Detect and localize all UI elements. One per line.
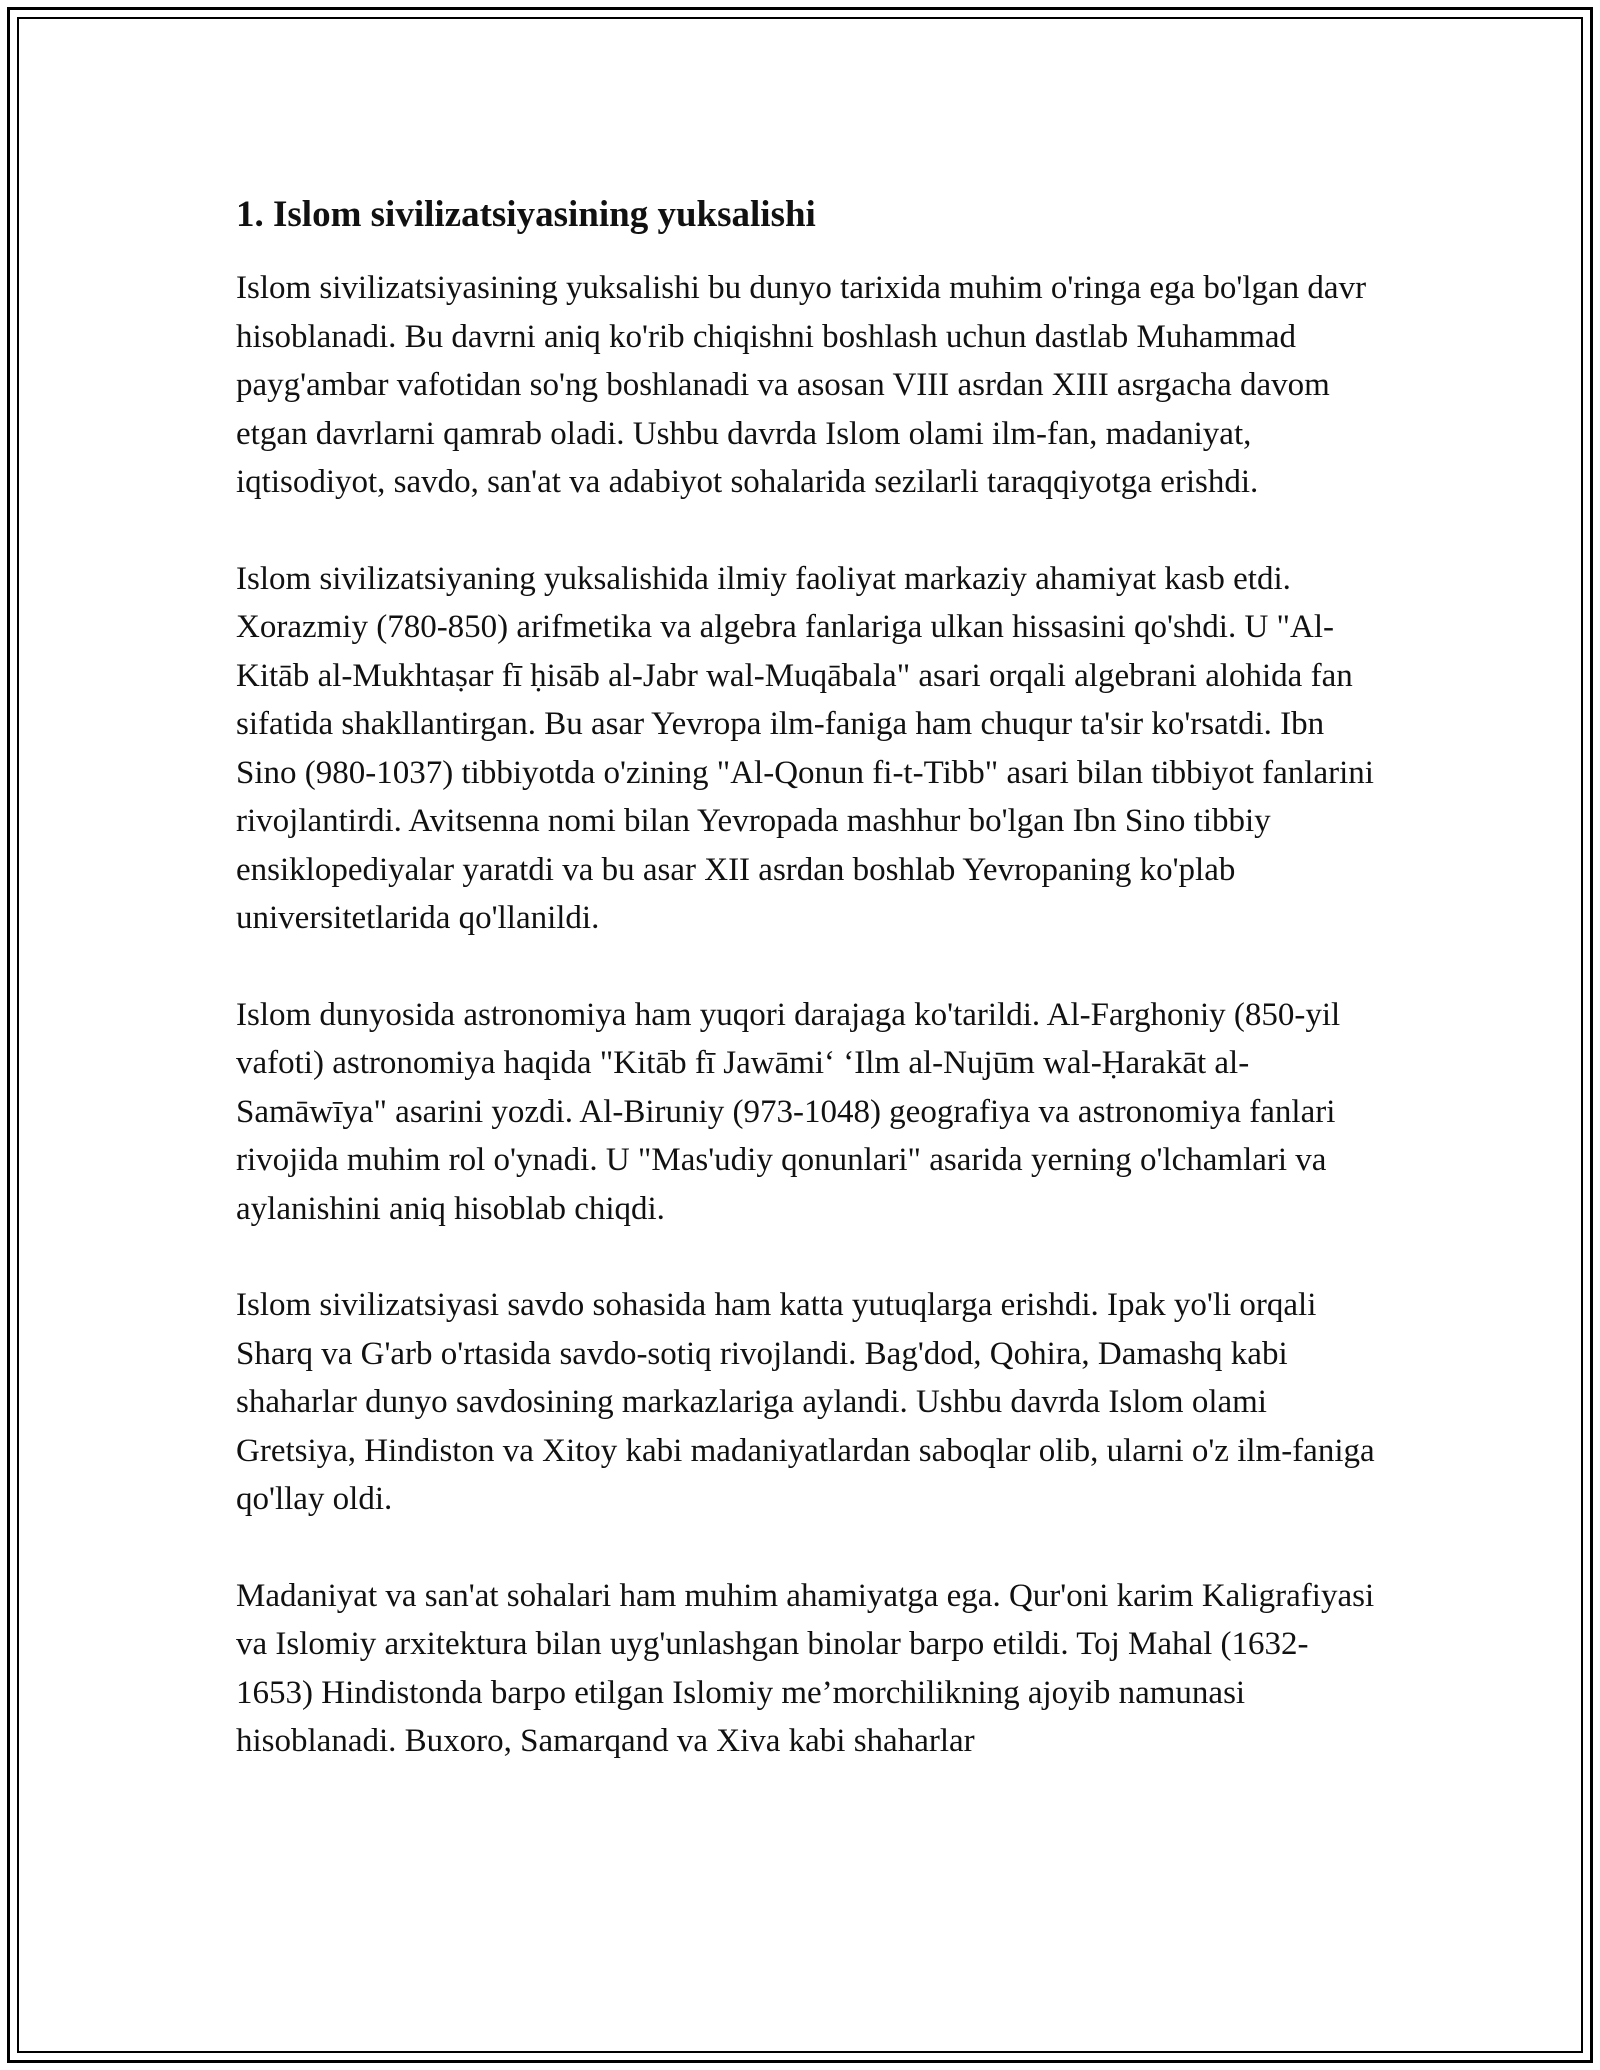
paragraph-trade: Islom sivilizatsiyasi savdo sohasida ham katta yutuqlarga erishdi. Ipak yo'li orqali Sharq va G'arb o'rtasida savdo-sotiq rivojlandi. Bag'dod, Qohira, Damashq kabi shaharlar dunyo savdosining markazlariga aylandi. Ushbu davrda Islom olami Gretsiya, Hindiston va Xitoy kabi madaniyatlardan saboqlar olib, ularni o'z ilm-faniga qo'llay oldi. <box>236 1287 1375 1517</box>
paragraph-culture: Madaniyat va san'at sohalari ham muhim ahamiyatga ega. Qur'oni karim Kaligrafiyasi va Islomiy arxitektura bilan uyg'unlashgan binolar barpo etildi. Toj Mahal (1632-1653) Hindistonda barpo etilgan Islomiy me’morchilikning ajoyib namunasi hisoblanadi. Buxoro, Samarqand va Xiva kabi shaharlar <box>236 1577 1375 1759</box>
document-body <box>236 188 1384 1814</box>
paragraph-intro: Islom sivilizatsiyasining yuksalishi bu dunyo tarixida muhim o'ringa ega bo'lgan davr hisoblanadi. Bu davrni aniq ko'rib chiqishni boshlash uchun dastlab Muhammad payg'ambar vafotidan so'ng boshlanadi va asosan VIII asrdan XIII asrgacha davom etgan davrlarni qamrab oladi. Ushbu davrda Islom olami ilm-fan, madaniyat, iqtisodiyot, savdo, san'at va adabiyot sohalarida sezilarli taraqqiyotga erishdi. <box>236 270 1367 500</box>
section-heading: 1. Islom sivilizatsiyasining yuksalishi <box>236 194 816 235</box>
paragraph-astronomy: Islom dunyosida astronomiya ham yuqori darajaga ko'tarildi. Al-Farghoniy (850-yil vafoti) astronomiya haqida "Kitāb fī Jawāmi‘ ‘Ilm al-Nujūm wal-Ḥarakāt al-Samāwīya" asarini yozdi. Al-Biruniy (973-1048) geografiya va astronomiya fanlari rivojida muhim rol o'ynadi. U "Mas'udiy qonunlari" asarida yerning o'lchamlari va aylanishini aniq hisoblab chiqdi. <box>236 996 1341 1227</box>
paragraph-science: Islom sivilizatsiyaning yuksalishida ilmiy faoliyat markaziy ahamiyat kasb etdi. Xorazmiy (780-850) arifmetika va algebra fanlariga ulkan hissasini qo'shdi. U "Al-Kitāb al-Mukhtaṣar fī ḥisāb al-Jabr wal-Muqābala" asari orqali algebrani alohida fan sifatida shakllantirgan. Bu asar Yevropa ilm-faniga ham chuqur ta'sir ko'rsatdi. Ibn Sino (980-1037) tibbiyotda o'zining "Al-Qonun fi-t-Tibb" asari bilan tibbiyot fanlarini rivojlantirdi. Avitsenna nomi bilan Yevropada mashhur bo'lgan Ibn Sino tibbiy ensiklopediyalar yaratdi va bu asar XII asrdan boshlab Yevropaning ko'plab universitetlarida qo'llanildi. <box>236 560 1374 936</box>
